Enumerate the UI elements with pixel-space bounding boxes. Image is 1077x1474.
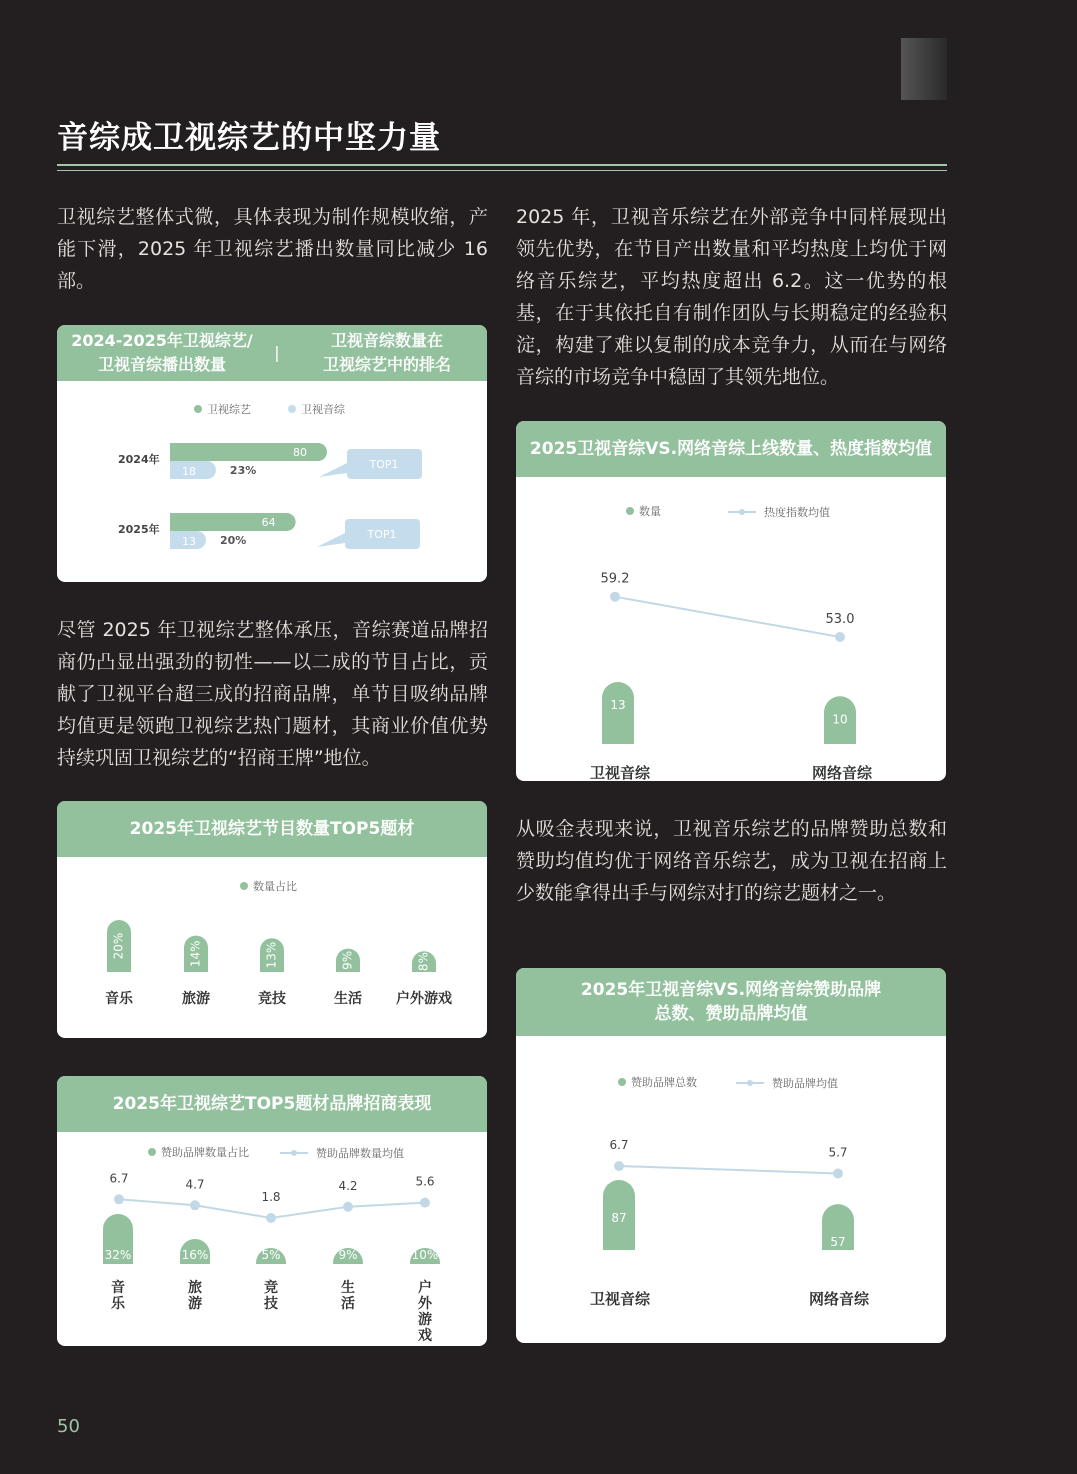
bar-value-label: 10% xyxy=(411,1248,439,1262)
chart-title-separator: | xyxy=(274,343,280,362)
category-label-char: 竞 xyxy=(264,1280,278,1296)
line-value-label: 6.7 xyxy=(109,1171,129,1186)
legend-series-0: 赞助品牌数量占比 xyxy=(161,1146,249,1159)
legend-series-1-marker xyxy=(288,405,296,413)
chart-count-heat xyxy=(516,477,946,781)
bar-value-label: 5% xyxy=(261,1248,281,1262)
bar-value-label: 20% xyxy=(111,932,126,960)
line-value-label: 5.7 xyxy=(828,1145,848,1160)
bar xyxy=(602,682,634,744)
line-point xyxy=(420,1198,430,1208)
bar-value-label: 10 xyxy=(832,712,848,727)
line-point xyxy=(114,1194,124,1204)
category-label-char: 戏 xyxy=(418,1328,432,1344)
chart-card-top5-sponsorship xyxy=(57,1076,487,1346)
line-point xyxy=(833,1169,843,1179)
line-series xyxy=(615,597,840,637)
legend-series-0: 数量占比 xyxy=(253,880,297,893)
category-label: 生活 xyxy=(334,991,362,1007)
bar-value-label: 13 xyxy=(610,698,626,712)
line-value-label: 4.7 xyxy=(185,1177,205,1192)
line-series xyxy=(619,1166,838,1174)
paragraph-intro: 卫视综艺整体式微，具体表现为制作规模收缩，产能下滑，2025 年卫视综艺播出数量同比减少 16 部。 xyxy=(57,206,488,292)
category-label: 网络音综 xyxy=(811,764,873,781)
chart-title-left: 2024-2025年卫视综艺/ 卫视音综播出数量 xyxy=(71,331,253,374)
legend-series-0-marker xyxy=(618,1078,626,1086)
legend-series-1-marker xyxy=(747,1080,753,1086)
share-label: 23% xyxy=(229,464,257,477)
chart-sponsor-totals xyxy=(516,1036,946,1343)
line-value-label: 1.8 xyxy=(261,1190,281,1204)
chart-card-sponsor-totals xyxy=(516,968,946,1343)
paragraph-sponsorship: 尽管 2025 年卫视综艺整体承压，音综赛道品牌招商仍凸显出强劲的韧性——以二成的节目占比，贡献了卫视平台超三成的招商品牌，单节目吸纳品牌均值更是领跑卫视综艺热门题材，其商业价值优势持续巩固卫视综艺的“招商王牌”地位。 xyxy=(57,619,488,769)
bar-value-label: 9% xyxy=(340,950,355,970)
paragraph-revenue: 从吸金表现来说，卫视音乐综艺的品牌赞助总数和赞助均值均优于网络音乐综艺，成为卫视在招商上少数能拿得出手与网综对打的综艺题材之一。 xyxy=(516,818,947,904)
category-label-char: 游 xyxy=(188,1296,202,1312)
chart-top5-sponsorship xyxy=(57,1132,487,1346)
share-label: 20% xyxy=(220,534,247,547)
legend-series-1: 卫视音综 xyxy=(301,403,345,416)
chart-title-right: 卫视音综数量在 卫视综艺中的排名 xyxy=(322,331,451,374)
chart-card-count-heat xyxy=(516,421,946,781)
title-rule-thin xyxy=(57,170,947,171)
line-value-label: 59.2 xyxy=(600,571,630,587)
legend-series-1-marker xyxy=(291,1150,297,1156)
category-label-char: 技 xyxy=(264,1296,278,1312)
rank-label: TOP1 xyxy=(367,528,397,541)
chart-title: 2025卫视音综VS.网络音综上线数量、热度指数均值 xyxy=(516,421,946,477)
category-label: 音乐 xyxy=(105,991,133,1007)
page-title: 音综成卫视综艺的中坚力量 xyxy=(57,120,441,156)
bar-value-label: 14% xyxy=(188,940,203,968)
bar-value-label: 18 xyxy=(182,465,196,478)
bar-value-label: 87 xyxy=(611,1211,627,1225)
bar-value-label: 64 xyxy=(261,516,276,529)
chart-header xyxy=(57,325,487,381)
line-point xyxy=(614,1161,624,1171)
bar-value-label: 80 xyxy=(293,446,307,459)
callout-pointer xyxy=(317,533,345,547)
category-label: 旅游 xyxy=(182,991,210,1007)
chart-broadcast-count xyxy=(57,381,487,582)
callout-pointer xyxy=(319,463,347,477)
line-value-label: 53.0 xyxy=(825,612,855,627)
bar-value-label: 13 xyxy=(182,535,196,548)
chart-title: 2025年卫视综艺节目数量TOP5题材 xyxy=(57,801,487,857)
chart-title: 2025年卫视音综VS.网络音综赞助品牌 总数、赞助品牌均值 xyxy=(516,968,946,1036)
chart-top5-genres xyxy=(57,857,487,1038)
category-label-char: 户 xyxy=(418,1280,432,1296)
line-value-label: 4.2 xyxy=(338,1178,358,1193)
legend-series-1: 热度指数均值 xyxy=(764,506,830,519)
line-point xyxy=(190,1200,200,1210)
bar-value-label: 16% xyxy=(181,1248,209,1262)
category-label-char: 音 xyxy=(111,1280,125,1296)
legend-series-0: 数量 xyxy=(639,505,661,518)
bar-value-label: 57 xyxy=(830,1235,846,1250)
rank-label: TOP1 xyxy=(369,458,399,471)
category-label-char: 乐 xyxy=(111,1296,125,1312)
legend-series-0-marker xyxy=(240,882,248,890)
category-label-char: 外 xyxy=(418,1296,432,1312)
legend-series-0-marker xyxy=(148,1148,156,1156)
legend-series-0-marker xyxy=(194,405,202,413)
bar-value-label: 13% xyxy=(264,941,279,969)
legend-series-0-marker xyxy=(626,507,634,515)
page-number: 50 xyxy=(57,1416,80,1437)
legend-series-1-marker xyxy=(739,509,745,515)
category-label: 2024年 xyxy=(118,453,160,466)
legend-series-0: 卫视综艺 xyxy=(207,403,251,416)
legend-series-0: 赞助品牌总数 xyxy=(631,1076,697,1089)
bar-series-0 xyxy=(170,513,296,531)
legend-series-1: 赞助品牌数量均值 xyxy=(316,1147,404,1160)
category-label: 卫视音综 xyxy=(589,1290,651,1308)
chart-card-broadcast-count xyxy=(57,325,487,582)
line-point xyxy=(610,592,620,602)
bar-value-label: 8% xyxy=(416,952,431,972)
line-value-label: 6.7 xyxy=(609,1138,629,1152)
category-label-char: 旅 xyxy=(188,1280,202,1296)
bar-value-label: 32% xyxy=(104,1248,132,1262)
category-label: 竞技 xyxy=(258,991,286,1007)
line-value-label: 5.6 xyxy=(415,1174,435,1189)
line-point xyxy=(266,1213,276,1223)
corner-decoration xyxy=(901,38,947,100)
line-point xyxy=(835,632,845,642)
category-label: 卫视音综 xyxy=(589,764,651,781)
chart-card-top5-genres xyxy=(57,801,487,1038)
category-label-char: 生 xyxy=(341,1280,355,1296)
category-label: 2025年 xyxy=(118,523,160,536)
category-label-char: 活 xyxy=(341,1296,355,1312)
chart-title: 2025年卫视综艺TOP5题材品牌招商表现 xyxy=(57,1076,487,1132)
bar-value-label: 9% xyxy=(338,1248,358,1262)
category-label: 户外游戏 xyxy=(396,991,452,1007)
paragraph-competition: 2025 年，卫视音乐综艺在外部竞争中同样展现出领先优势，在节目产出数量和平均热度上均优于网络音乐综艺，平均热度超出 6.2。这一优势的根基，在于其依托自有制作团队与长期稳定的经验积淀，构建了难以复制的成本竞争力，从而在与网络音综的市场竞争中稳固了其领先地位。 xyxy=(516,206,947,388)
category-label-char: 游 xyxy=(418,1312,432,1328)
title-rule xyxy=(57,164,947,166)
category-label: 网络音综 xyxy=(808,1290,870,1308)
line-point xyxy=(343,1202,353,1212)
legend-series-1: 赞助品牌均值 xyxy=(772,1077,838,1090)
